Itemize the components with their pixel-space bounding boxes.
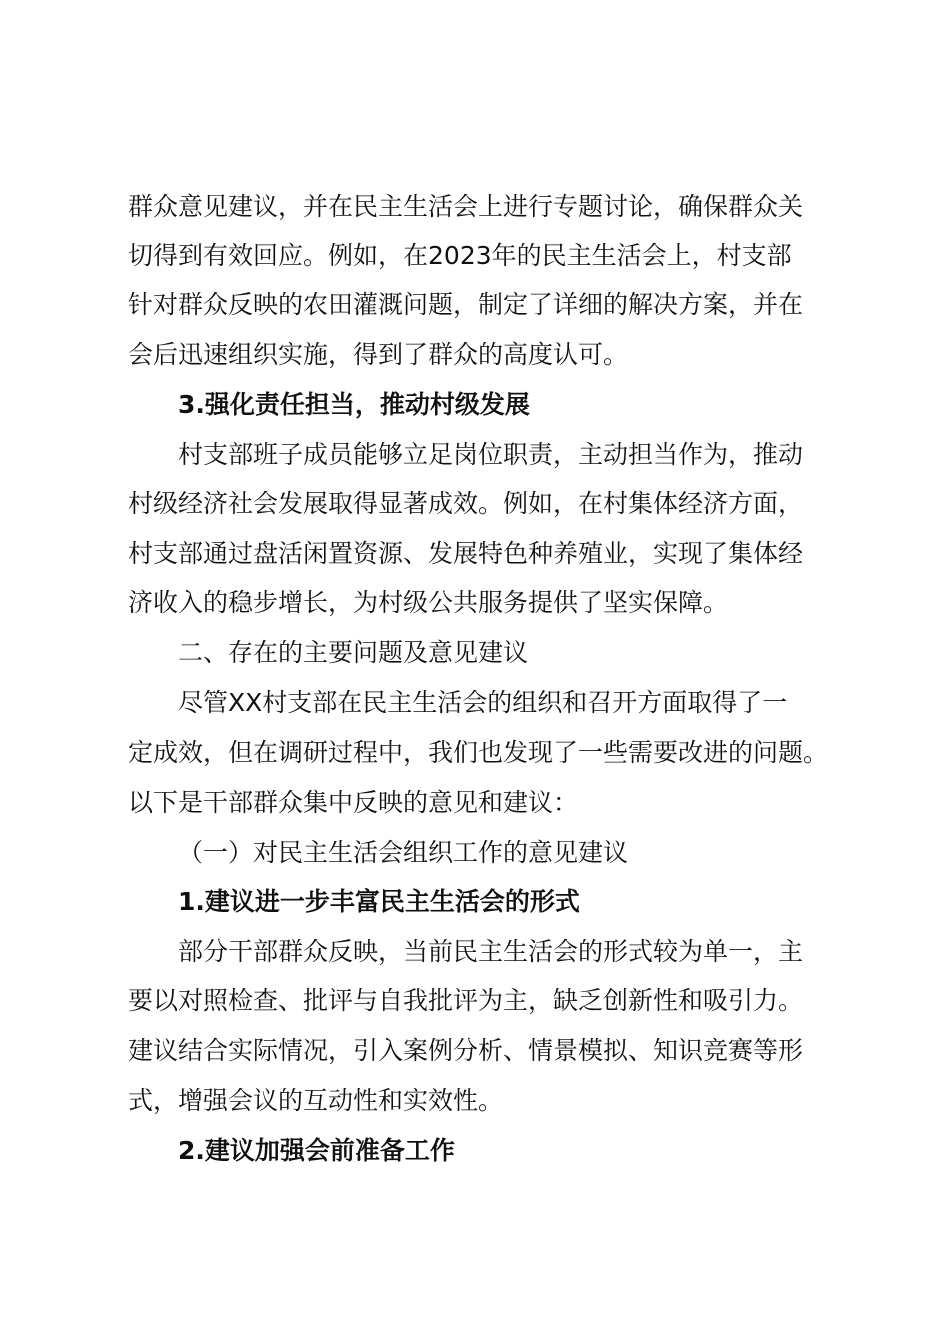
paragraph-line: 式，增强会议的互动性和实效性。 bbox=[128, 1086, 504, 1115]
paragraph-line: 村支部班子成员能够立足岗位职责，主动担当作为，推动 bbox=[178, 440, 804, 469]
subsection-heading: （一）对民主生活会组织工作的意见建议 bbox=[178, 838, 629, 867]
section-heading: 3.强化责任担当，推动村级发展 bbox=[178, 390, 530, 419]
section-heading: 1.建议进一步丰富民主生活会的形式 bbox=[178, 887, 580, 916]
paragraph-line: 针对群众反映的农田灌溉问题，制定了详细的解决方案，并在 bbox=[128, 290, 804, 319]
paragraph-line: 定成效，但在调研过程中，我们也发现了一些需要改进的问题。 bbox=[128, 738, 829, 767]
section-heading: 2.建议加强会前准备工作 bbox=[178, 1136, 455, 1165]
paragraph-line: 要以对照检查、批评与自我批评为主，缺乏创新性和吸引力。 bbox=[128, 986, 804, 1015]
paragraph-line: 切得到有效回应。例如，在2023年的民主生活会上，村支部 bbox=[128, 241, 792, 270]
paragraph-line: 群众意见建议，并在民主生活会上进行专题讨论，确保群众关 bbox=[128, 192, 804, 221]
paragraph-line: 部分干部群众反映，当前民主生活会的形式较为单一，主 bbox=[178, 937, 804, 966]
paragraph-line: 尽管XX村支部在民主生活会的组织和召开方面取得了一 bbox=[178, 688, 788, 717]
chapter-heading: 二、存在的主要问题及意见建议 bbox=[178, 638, 529, 667]
paragraph-line: 建议结合实际情况，引入案例分析、情景模拟、知识竞赛等形 bbox=[128, 1036, 804, 1065]
paragraph-line: 村级经济社会发展取得显著成效。例如，在村集体经济方面， bbox=[128, 489, 804, 518]
paragraph-line: 会后迅速组织实施，得到了群众的高度认可。 bbox=[128, 340, 629, 369]
paragraph-line: 济收入的稳步增长，为村级公共服务提供了坚实保障。 bbox=[128, 588, 729, 617]
paragraph-line: 村支部通过盘活闲置资源、发展特色种养殖业，实现了集体经 bbox=[128, 539, 804, 568]
paragraph-line: 以下是干部群众集中反映的意见和建议： bbox=[128, 788, 579, 817]
